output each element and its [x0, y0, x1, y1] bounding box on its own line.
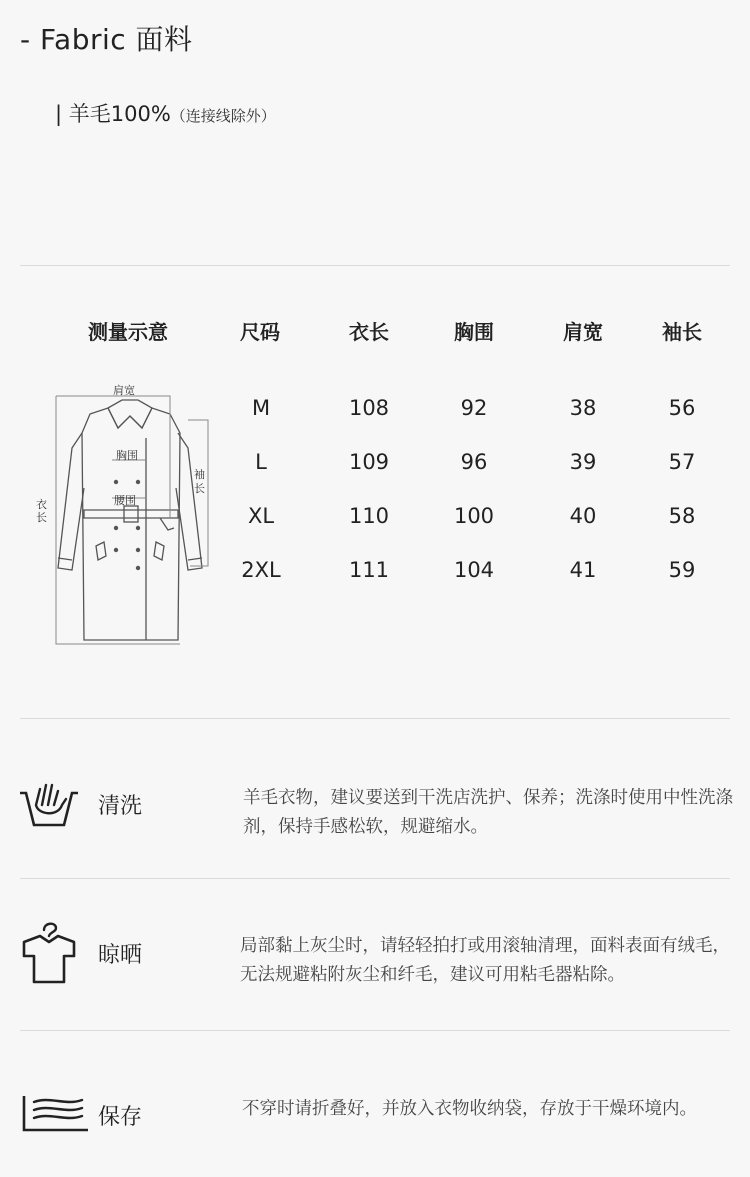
diagram-shoulder-label: 肩宽 [113, 384, 135, 397]
cell-shoulder: 41 [569, 558, 597, 582]
hand-wash-icon [18, 775, 80, 830]
cell-sleeve: 56 [668, 396, 696, 420]
diagram-chest-label: 胸围 [116, 449, 138, 462]
cell-size: XL [247, 504, 275, 528]
care-text-store: 不穿时请折叠好，并放入衣物收纳袋，存放于干燥环境内。 [242, 1099, 697, 1119]
cell-shoulder: 38 [569, 396, 597, 420]
coat-measurement-diagram [50, 378, 210, 648]
composition-note: （连接线除外） [170, 107, 276, 125]
diagram-sleeve-label: 袖长 [194, 468, 205, 495]
cell-length: 109 [348, 450, 390, 474]
header-shoulder: 肩宽 [563, 320, 603, 344]
composition-text: | 羊毛100% [55, 102, 171, 126]
diagram-length-label: 衣长 [36, 498, 47, 524]
care-label-store: 保存 [98, 1105, 143, 1130]
cell-size: 2XL [241, 558, 281, 582]
cell-shoulder: 39 [569, 450, 597, 474]
divider-wash [20, 878, 730, 879]
cell-chest: 92 [460, 396, 488, 420]
divider-dry [20, 1030, 730, 1031]
cell-sleeve: 59 [668, 558, 696, 582]
cell-length: 108 [348, 396, 390, 420]
cell-length: 110 [348, 504, 390, 528]
header-chest: 胸围 [454, 320, 494, 344]
header-measure: 测量示意 [88, 320, 168, 344]
header-size: 尺码 [240, 320, 280, 344]
fabric-title: - Fabric 面料 [20, 23, 193, 56]
cell-sleeve: 57 [668, 450, 696, 474]
cell-chest: 100 [453, 504, 495, 528]
care-label-wash: 清洗 [98, 794, 143, 819]
hanger-shirt-icon [20, 918, 78, 986]
folded-storage-icon [20, 1092, 92, 1134]
header-length: 衣长 [349, 320, 389, 344]
care-label-dry: 晾晒 [98, 943, 143, 968]
cell-chest: 104 [453, 558, 495, 582]
cell-shoulder: 40 [569, 504, 597, 528]
care-text-wash: 羊毛衣物，建议要送到干洗店洗护、保养；洗涤时使用中性洗涤剂，保持手感松软，规避缩水。 [243, 788, 733, 837]
cell-size: M [251, 396, 271, 420]
care-text-dry: 局部黏上灰尘时，请轻轻拍打或用滚轴清理，面料表面有绒毛，无法规避粘附灰尘和纤毛，建议可用粘毛器粘除。 [240, 936, 730, 985]
header-sleeve: 袖长 [662, 320, 702, 344]
diagram-waist-label: 腰围 [114, 494, 136, 507]
cell-chest: 96 [460, 450, 488, 474]
cell-length: 111 [348, 558, 390, 582]
divider-size [20, 718, 730, 719]
cell-sleeve: 58 [668, 504, 696, 528]
cell-size: L [255, 450, 267, 474]
divider-top [20, 265, 730, 266]
fabric-composition [55, 98, 276, 128]
